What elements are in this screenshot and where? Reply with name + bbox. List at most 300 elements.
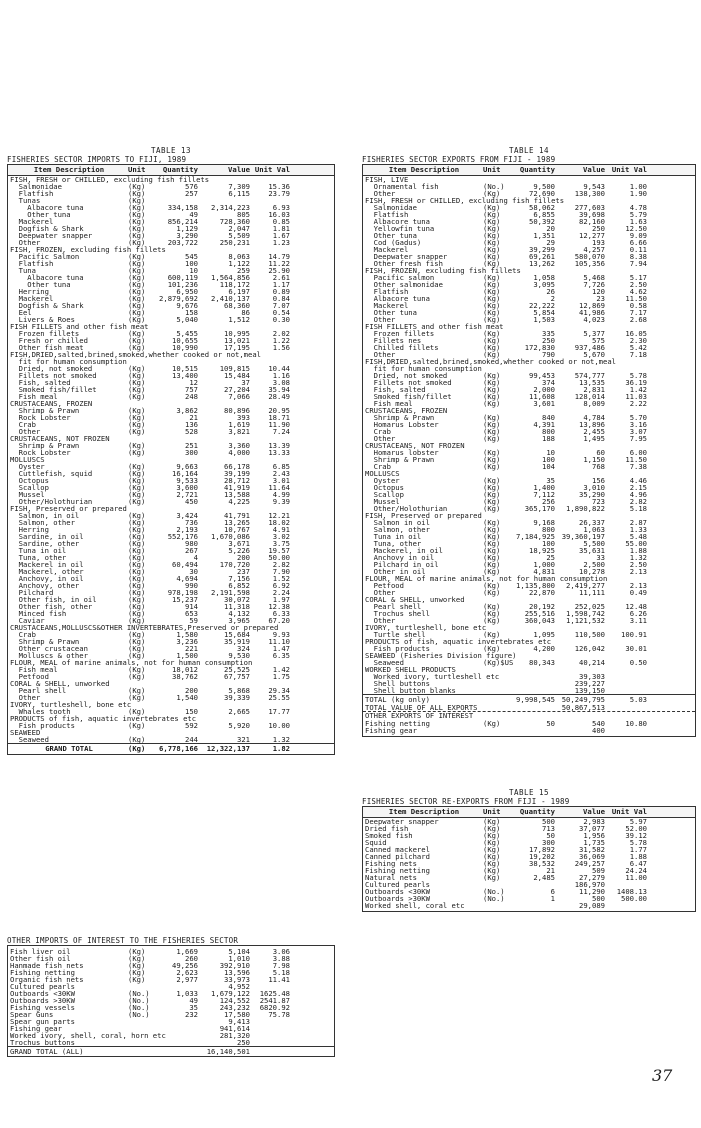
- row-description: Shrimp & Prawn: [365, 413, 435, 422]
- row-value: 37: [241, 378, 250, 387]
- other-imports-grand-total: [8, 1046, 334, 1056]
- row-description: Pilchard in oil: [365, 560, 439, 569]
- row-unit-value: 11.64: [268, 483, 290, 492]
- row-quantity: 736: [185, 518, 198, 527]
- row-description: Octopus: [10, 476, 49, 485]
- row-value: 3,010: [583, 483, 605, 492]
- grand-total-value: 12,322,137: [206, 744, 250, 753]
- row-unit: (Kg): [483, 845, 501, 854]
- row-value: 35,919: [224, 637, 250, 646]
- row-unit-value: 7.98: [272, 961, 290, 970]
- row-unit: (Kg): [483, 245, 501, 254]
- row-unit: (Kg): [128, 637, 146, 646]
- row-quantity: 18,012: [172, 665, 198, 674]
- row-unit: (Kg): [128, 231, 146, 240]
- row-unit: [483, 680, 507, 687]
- row-unit: (Kg): [483, 217, 501, 226]
- row-unit: (Kg): [128, 203, 146, 212]
- row-description: Pacific Salmon: [10, 252, 80, 261]
- row-quantity: 3,600: [176, 483, 198, 492]
- row-unit: (Kg): [483, 455, 501, 464]
- row-value: 118,172: [219, 280, 250, 289]
- row-value: 200: [237, 553, 250, 562]
- other-exports-rows: [363, 720, 695, 736]
- row-unit-value: 1625.48: [259, 989, 290, 998]
- row-unit-value: 4.46: [629, 476, 647, 485]
- row-description: Smoked fish/fillet: [10, 385, 97, 394]
- row-unit-value: 3.08: [272, 378, 290, 387]
- row-unit-value: 29.34: [268, 686, 290, 695]
- row-quantity: 2: [550, 294, 555, 303]
- row-value: 66,178: [224, 462, 250, 471]
- row-quantity: [507, 358, 555, 365]
- row-unit-value: 14.79: [268, 252, 290, 261]
- row-description: FLOUR, MEAL of marine animals, not for human consumption: [365, 574, 608, 583]
- table-other-imports: [7, 937, 335, 1057]
- row-description: SEAWEED: [10, 728, 41, 737]
- row-unit-value: 1.88: [629, 546, 647, 555]
- row-unit-value: [250, 351, 292, 358]
- row-description: Tuna, other: [365, 539, 422, 548]
- row-unit-value: 5.18: [629, 504, 647, 513]
- row-description: Caviar: [10, 616, 45, 625]
- row-description: CRUSTACEANS, NOT FROZEN: [10, 434, 110, 443]
- row-value: 33: [596, 553, 605, 562]
- row-unit: (Kg): [128, 462, 146, 471]
- col-header-description: Item Description: [33, 165, 105, 174]
- row-value: 1,010: [228, 954, 250, 963]
- row-unit: [128, 1032, 150, 1039]
- row-quantity: 221: [185, 644, 198, 653]
- row-unit-value: 11.50: [625, 455, 647, 464]
- spacer: [483, 695, 507, 704]
- col-header-value: Value: [228, 165, 250, 174]
- row-unit: (Kg): [483, 539, 501, 548]
- row-unit: (Kg): [483, 203, 501, 212]
- row-quantity: 100: [185, 259, 198, 268]
- row-unit-value: 6.92: [272, 581, 290, 590]
- row-quantity: 257: [185, 189, 198, 198]
- row-value: 3,671: [228, 539, 250, 548]
- row-quantity: 10: [546, 448, 555, 457]
- table-14-rows: [363, 176, 695, 694]
- row-description: Other: [10, 238, 41, 247]
- row-unit-value: 35.94: [268, 385, 290, 394]
- row-unit-value: 500.00: [621, 894, 647, 903]
- row-quantity: 2,977: [176, 975, 198, 984]
- row-unit-value: 2.82: [272, 560, 290, 569]
- row-unit-value: 11.90: [268, 420, 290, 429]
- row-description: FISH,DRIED,salted,brined,smoked,whether cooked or not,meal: [10, 350, 261, 359]
- spacer: [128, 1047, 150, 1056]
- row-unit-value: 0.49: [629, 588, 647, 597]
- row-description: Mackerel: [10, 217, 54, 226]
- row-value: 237: [237, 567, 250, 576]
- row-description: Deepwater snapper: [365, 252, 448, 261]
- row-unit: (Kg): [128, 539, 146, 548]
- row-description: Organic fish nets: [10, 975, 84, 984]
- row-quantity: 1,400: [533, 483, 555, 492]
- row-quantity: 17,892: [529, 845, 555, 854]
- row-unit-value: 3.88: [272, 954, 290, 963]
- row-unit-value: 2.24: [272, 588, 290, 597]
- row-description: Dried, not smoked: [10, 364, 93, 373]
- row-description: Salmonidae: [10, 182, 62, 191]
- row-unit-value: 30.01: [625, 644, 647, 653]
- row-description: Trochus buttons: [10, 1038, 75, 1047]
- row-value: 82,160: [579, 217, 605, 226]
- row-quantity: 800: [542, 427, 555, 436]
- row-quantity: 99,453: [529, 371, 555, 380]
- row-unit: [483, 358, 507, 365]
- row-value: 124,552: [219, 996, 250, 1005]
- row-description: Fish meal: [10, 665, 58, 674]
- row-description: Other fish, in oil: [10, 595, 97, 604]
- row-value: 5,500: [583, 539, 605, 548]
- other-imports-total-label: GRAND TOTAL (ALL): [10, 1047, 84, 1056]
- row-description: Frozen fillets: [365, 329, 435, 338]
- row-unit-value: 5.18: [272, 968, 290, 977]
- row-value: 27,204: [224, 385, 250, 394]
- row-unit: (Kg): [128, 968, 146, 977]
- row-description: Fish products: [10, 721, 75, 730]
- row-quantity: 100: [542, 539, 555, 548]
- row-quantity: 1,135,800: [516, 581, 555, 590]
- row-quantity: 15,237: [172, 595, 198, 604]
- row-quantity: 450: [185, 497, 198, 506]
- row-unit: (Kg): [483, 873, 501, 882]
- row-quantity: 6: [550, 887, 555, 896]
- row-quantity: 2,623: [176, 968, 198, 977]
- row-value: 80,896: [224, 406, 250, 415]
- row-unit: (Kg): [128, 672, 146, 681]
- row-unit-value: 18.02: [268, 518, 290, 527]
- row-unit: (Kg): [128, 546, 146, 555]
- row-description: Deepwater snapper: [365, 817, 439, 826]
- row-unit: (Kg): [483, 259, 501, 268]
- row-value: 937,486: [574, 343, 605, 352]
- row-description: Mackerel: [365, 245, 409, 254]
- row-unit: (Kg): [128, 259, 146, 268]
- row-value: 2,047: [228, 224, 250, 233]
- row-description: Fishing vessels: [10, 1003, 75, 1012]
- row-unit: (Kg): [128, 182, 146, 191]
- row-unit-value: 2.43: [272, 469, 290, 478]
- row-quantity: 2,193: [176, 525, 198, 534]
- row-unit: (Kg): [128, 532, 146, 541]
- row-description: Other: [365, 588, 396, 597]
- row-unit: (Kg): [128, 567, 146, 576]
- row-quantity: 9,168: [533, 518, 555, 527]
- row-value: 324: [237, 644, 250, 653]
- row-unit-value: [605, 902, 649, 909]
- row-quantity: 250: [542, 336, 555, 345]
- row-unit: (No.): [483, 182, 505, 191]
- row-unit: (Kg): [483, 609, 501, 618]
- row-value: 4,784: [583, 413, 605, 422]
- row-unit-value: 3.16: [629, 420, 647, 429]
- row-unit-value: 52.00: [625, 824, 647, 833]
- row-description: Tunas: [10, 196, 41, 205]
- row-unit: (Kg): [128, 735, 146, 744]
- row-unit: (Kg): [483, 831, 501, 840]
- row-description: FISH, Preserved or prepared: [10, 504, 127, 513]
- row-description: Worked ivory, turtleshell etc: [365, 672, 500, 681]
- row-unit: (Kg): [128, 644, 146, 653]
- row-description: Frozen fillets: [10, 329, 80, 338]
- row-description: Other: [365, 189, 396, 198]
- row-value: 249,257: [574, 859, 605, 868]
- row-value: 2,191,598: [211, 588, 250, 597]
- row-quantity: 2,879,692: [159, 294, 198, 303]
- row-unit: (Kg): [483, 560, 501, 569]
- row-unit: (Kg): [483, 852, 501, 861]
- row-description: Homarus lobster: [365, 448, 439, 457]
- row-quantity: 3,424: [176, 511, 198, 520]
- row-description: Other tuna: [10, 210, 71, 219]
- row-value: 1,564,856: [211, 273, 250, 282]
- row-unit-value: 2.87: [629, 518, 647, 527]
- row-unit: (Kg): [483, 602, 501, 611]
- row-description: Tuna in oil: [10, 546, 67, 555]
- row-description: Other: [365, 315, 396, 324]
- row-unit-value: 1.56: [272, 343, 290, 352]
- row-quantity: 30: [189, 567, 198, 576]
- row-unit: (Kg): [483, 567, 501, 576]
- row-unit: [483, 673, 507, 680]
- row-unit-value: 2.13: [629, 581, 647, 590]
- row-quantity: 4,694: [176, 574, 198, 583]
- row-unit: (Kg): [128, 616, 146, 625]
- row-quantity: 39,299: [529, 245, 555, 254]
- row-quantity: 22,870: [529, 588, 555, 597]
- row-description: Oyster: [10, 462, 45, 471]
- row-unit-value: [605, 358, 649, 365]
- row-quantity: 248: [185, 392, 198, 401]
- row-description: Crab: [365, 427, 391, 436]
- row-description: Molluscs & other: [10, 651, 88, 660]
- row-quantity: 49: [189, 996, 198, 1005]
- row-value: 5,468: [583, 273, 605, 282]
- row-unit-value: 2541.87: [259, 996, 290, 1005]
- row-quantity: 6,855: [533, 210, 555, 219]
- row-unit: (Kg): [483, 532, 501, 541]
- row-description: Mackerel in oil: [10, 560, 84, 569]
- row-quantity: 35: [546, 476, 555, 485]
- row-unit: (No.): [128, 996, 150, 1005]
- table-15-title: FISHERIES SECTOR RE-EXPORTS FROM FIJI - 1989: [362, 797, 570, 806]
- row-quantity: 4,200: [533, 644, 555, 653]
- row-unit: (Kg): [483, 504, 501, 513]
- row-description: Fishing gear: [10, 1024, 62, 1033]
- row-unit: (Kg): [128, 238, 146, 247]
- row-value: 509: [592, 866, 605, 875]
- row-value: 2,410,137: [211, 294, 250, 303]
- row-unit: (Kg): [128, 707, 146, 716]
- row-description: Other crustacean: [10, 644, 88, 653]
- row-value: 126,042: [574, 644, 605, 653]
- table-15-body: [362, 806, 696, 912]
- row-unit: (Kg): [483, 434, 501, 443]
- row-value: 400: [592, 726, 605, 735]
- row-unit-value: 7.24: [272, 427, 290, 436]
- row-unit: (Kg): [128, 273, 146, 282]
- table-row: [363, 687, 695, 694]
- row-description: SEAWEED (Fisheries Division figure): [365, 651, 517, 660]
- row-quantity: 4,391: [533, 420, 555, 429]
- row-value: 1,619: [228, 420, 250, 429]
- row-unit: (Kg): [128, 553, 146, 562]
- row-unit-value: 2.22: [629, 399, 647, 408]
- row-value: 68,360: [224, 301, 250, 310]
- row-value: 11,318: [224, 602, 250, 611]
- row-unit-value: 6.66: [629, 238, 647, 247]
- row-description: Herring: [10, 525, 49, 534]
- row-unit: (Kg): [483, 462, 501, 471]
- row-value: 1,122: [228, 259, 250, 268]
- row-quantity: 104: [542, 462, 555, 471]
- row-description: fit for human consumption: [10, 357, 127, 366]
- row-unit-value: 50.00: [268, 553, 290, 562]
- table-14-title: FISHERIES SECTOR EXPORTS FROM FIJI - 1989: [362, 155, 556, 164]
- row-description: Spear Guns: [10, 1010, 54, 1019]
- row-unit: (Kg): [128, 217, 146, 226]
- row-unit: (Kg): [128, 420, 146, 429]
- row-unit-value: 4.91: [272, 525, 290, 534]
- total-all-label: TOTAL VALUE OF ALL EXPORTS: [365, 703, 478, 712]
- row-quantity: 20: [546, 224, 555, 233]
- row-quantity: 9,676: [176, 301, 198, 310]
- row-unit: (Kg): [483, 301, 501, 310]
- col-header-quantity: Quantity: [519, 807, 555, 816]
- row-unit-value: 0.30: [272, 315, 290, 324]
- row-value: 9,543: [583, 182, 605, 191]
- row-unit-value: 12.48: [625, 602, 647, 611]
- row-value: 805: [237, 210, 250, 219]
- row-quantity: 4: [193, 553, 198, 562]
- row-value: 281,320: [219, 1031, 250, 1040]
- row-unit-value: 0.11: [629, 245, 647, 254]
- row-value: 156: [592, 476, 605, 485]
- row-description: Other fresh fish: [365, 259, 443, 268]
- row-unit: (Kg): [128, 630, 146, 639]
- row-quantity: [507, 680, 555, 687]
- col-header-unit: Unit: [483, 165, 501, 174]
- row-unit-value: 0.58: [629, 301, 647, 310]
- row-quantity: 50,392: [529, 217, 555, 226]
- row-description: Fish, salted: [365, 385, 426, 394]
- row-unit-value: 5.79: [629, 210, 647, 219]
- row-description: Canned mackerel: [365, 845, 430, 854]
- row-quantity: [507, 687, 555, 694]
- row-unit: (Kg): [483, 329, 501, 338]
- row-description: Other/Holothurian: [365, 504, 448, 513]
- row-unit-value: 10.00: [268, 721, 290, 730]
- row-value: 13,596: [224, 968, 250, 977]
- row-value: 86: [241, 308, 250, 317]
- row-unit-value: 5.78: [629, 371, 647, 380]
- row-unit: (Kg): [128, 497, 146, 506]
- row-value: 36,069: [579, 852, 605, 861]
- row-quantity: 200: [185, 686, 198, 695]
- row-unit: (Kg): [128, 954, 146, 963]
- row-value: 39,698: [579, 210, 605, 219]
- row-quantity: 980: [185, 539, 198, 548]
- row-description: Smoked fish/fillet: [365, 392, 452, 401]
- row-unit-value: 36.19: [625, 378, 647, 387]
- table-14-total-all: [363, 704, 695, 711]
- table-15-rows: [363, 818, 695, 911]
- row-description: Seaweed: [10, 735, 49, 744]
- row-value: 2,419,277: [566, 581, 605, 590]
- row-unit: (Kg): [128, 665, 146, 674]
- row-unit-value: 23.79: [268, 189, 290, 198]
- row-value: 8,063: [228, 252, 250, 261]
- row-value: 5,868: [228, 686, 250, 695]
- col-header-unit-value: Unit Val: [611, 165, 647, 174]
- row-quantity: [150, 1018, 198, 1025]
- row-description: Flatfish: [365, 210, 409, 219]
- row-value: 1,890,822: [566, 504, 605, 513]
- row-unit-value: 5.48: [629, 532, 647, 541]
- row-unit: (Kg): [483, 371, 501, 380]
- row-quantity: [507, 673, 555, 680]
- row-quantity: 360,043: [524, 616, 555, 625]
- row-unit: (Kg): [483, 385, 501, 394]
- row-unit: (Kg): [483, 252, 501, 261]
- row-description: Worked shell, coral etc: [365, 901, 465, 910]
- row-unit: (No.): [483, 894, 505, 903]
- row-description: Pacific salmon: [365, 273, 435, 282]
- row-unit-value: 25.55: [268, 693, 290, 702]
- col-header-value: Value: [583, 165, 605, 174]
- row-quantity: 1,580: [176, 630, 198, 639]
- row-value: 10,995: [224, 329, 250, 338]
- row-unit: (Kg): [483, 497, 501, 506]
- row-value: 105,356: [574, 259, 605, 268]
- row-unit: (Kg): [483, 231, 501, 240]
- row-unit-value: 1.52: [272, 574, 290, 583]
- row-quantity: 19,202: [529, 852, 555, 861]
- row-value: 1,063: [583, 525, 605, 534]
- row-description: Scallop: [365, 490, 404, 499]
- row-unit-value: 1.90: [629, 189, 647, 198]
- row-quantity: 101,236: [167, 280, 198, 289]
- row-description: Mackerel: [365, 301, 409, 310]
- row-unit: (Kg): [128, 975, 146, 984]
- row-quantity: 7,184,925: [516, 532, 555, 541]
- row-unit: (Kg): [483, 644, 501, 653]
- row-unit-value: 5.78: [629, 838, 647, 847]
- row-quantity: 10,515: [172, 364, 198, 373]
- row-description: Dogfish & Shark: [10, 301, 84, 310]
- row-description: Other fish meat: [10, 343, 84, 352]
- row-unit-value: 1.16: [272, 371, 290, 380]
- row-value: 321: [237, 735, 250, 744]
- row-value: 4,952: [228, 982, 250, 991]
- row-unit-value: 2.50: [629, 280, 647, 289]
- row-unit: (Kg): [128, 343, 146, 352]
- row-quantity: 1,503: [533, 315, 555, 324]
- row-quantity: 26: [546, 287, 555, 296]
- total-all-value: 50,867,513: [561, 703, 605, 712]
- row-description: Eel: [10, 308, 32, 317]
- row-value: 728,360: [219, 217, 250, 226]
- row-unit-value: 6.35: [272, 651, 290, 660]
- row-unit-value: 8.38: [629, 252, 647, 261]
- row-unit: (Kg): [128, 364, 146, 373]
- row-value: 1,121,532: [566, 616, 605, 625]
